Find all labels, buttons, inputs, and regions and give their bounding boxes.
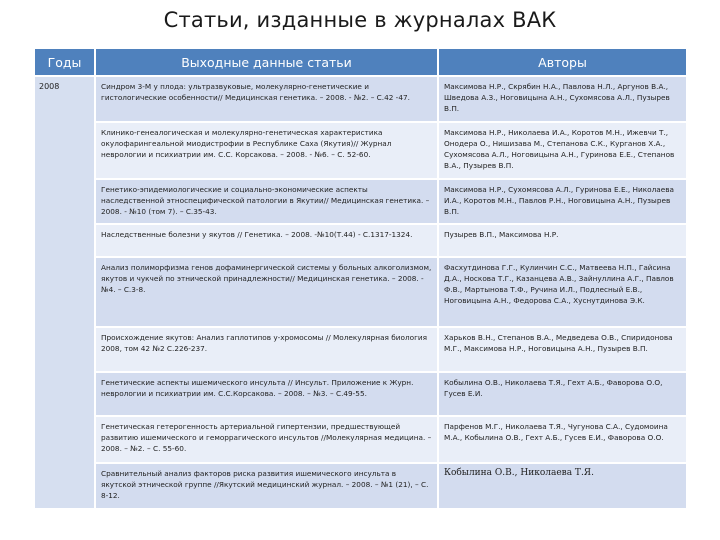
authors-cell: Фасхутдинова Г.Г., Кулинчин С.С., Матвеева Н.П., Гайсина Д.А., Носкова Т.Г., Казанцева А.В., Зайнуллина А.Г., Павлов Ф.В., Мартынова Т.Ф., Ручина И.Л., Подлесный Е.В., Ноговицына А.Н., Федорова С.А., Хуснутдинова Э.К. [438, 257, 686, 327]
article-output-cell: Наследственные болезни у якутов // Генетика. – 2008. -№10(Т.44) - С.1317-1324. [95, 224, 438, 257]
authors-cell: Парфенов М.Г., Николаева Т.Я., Чугунова С.А., Судомоина М.А., Кобылина О.В., Гехт А.Б., Гусев Е.И., Фаворова О.О. [438, 416, 686, 463]
article-output-cell: Анализ полиморфизма генов дофаминергической системы у больных алкоголизмом, якутов и чукчей по этнической принадлежности// Медицинская генетика. – 2008. - №4. – С.3-8. [95, 257, 438, 327]
article-output-cell: Происхождение якутов: Анализ гаплотипов у-хромосомы // Молекулярная биология 2008, том 42 №2 С.226-237. [95, 327, 438, 372]
article-output-cell: Генетическая гетерогенность артериальной гипертензии, предшествующей развитию ишемического и геморрагического инсультов //Молекулярная медицина. – 2008. – №2. – С. 55-60. [95, 416, 438, 463]
article-output-cell: Генетико-эпидемиологические и социально-экономические аспекты наследственной этноспецифической патологии в Якутии// Медицинская генетика. – 2008. - №10 (том 7). – С.35-43. [95, 179, 438, 224]
header-years: Годы [35, 49, 95, 76]
authors-cell: Кобылина О.В., Николаева Т.Я., Гехт А.Б., Фаворова О.О, Гусев Е.И. [438, 372, 686, 416]
article-output-cell: Клинико-генеалогическая и молекулярно-генетическая характеристика окулофарингеальной миодистрофии в Республике Саха (Якутия)// Журнал неврологии и психиатрии им. С.С. Корсакова. – 2008. - №6. – С. 52-60. [95, 122, 438, 179]
table-row [35, 463, 686, 509]
authors-cell: Максимова Н.Р., Николаева И.А., Коротов М.Н., Ижевчи Т., Онодера О., Нишизава М., Степанова С.К., Курганов Х.А., Сухомясова А.Л., Ноговицына А.Н., Гуринова Е.Е., Степанов В.А., Пузырев В.П. [438, 122, 686, 179]
table-row [35, 224, 686, 257]
table-row [35, 122, 686, 179]
article-output-cell: Сравнительный анализ факторов риска развития ишемического инсульта в якутской этнической группе //Якутский медицинский журнал. – 2008. – №1 (21), – С. 8-12. [95, 463, 438, 509]
article-output-cell: Синдром 3-М у плода: ультразвуковые, молекулярно-генетические и гистологические особенности// Медицинская генетика. – 2008. - №2. – С.42 -47. [95, 76, 438, 122]
article-output-cell: Генетические аспекты ишемического инсульта // Инсульт. Приложение к Журн. неврологии и психиатрии им. С.С.Корсакова. – 2008. – №3. – С.49-55. [95, 372, 438, 416]
table-row [35, 257, 686, 327]
articles-table [35, 49, 686, 510]
year-cell: 2008 [35, 76, 95, 509]
authors-cell: Кобылина О.В., Николаева Т.Я. [438, 463, 686, 509]
table-row [35, 327, 686, 372]
table-row [35, 372, 686, 416]
authors-cell: Харьков В.Н., Степанов В.А., Медведева О.В., Спиридонова М.Г., Максимова Н.Р., Ноговицына А.Н., Пузырев В.П. [438, 327, 686, 372]
authors-cell: Максимова Н.Р., Скрябин Н.А., Павлова Н.Л., Аргунов В.А., Шведова А.З., Ноговицына А.Н., Сухомясова А.Л., Пузырев В.П. [438, 76, 686, 122]
header-article-output: Выходные данные статьи [95, 49, 438, 76]
authors-cell: Максимова Н.Р., Сухомясова А.Л., Гуринова Е.Е., Николаева И.А., Коротов М.Н., Павлов Р.Н., Ноговицына А.Н., Пузырев В.П. [438, 179, 686, 224]
table-row [35, 416, 686, 463]
authors-cell: Пузырев В.П., Максимова Н.Р. [438, 224, 686, 257]
header-authors: Авторы [438, 49, 686, 76]
table-row [35, 76, 686, 122]
table-header-row [35, 49, 686, 76]
table-row [35, 179, 686, 224]
page-title: Статьи, изданные в журналах ВАК [163, 8, 557, 32]
